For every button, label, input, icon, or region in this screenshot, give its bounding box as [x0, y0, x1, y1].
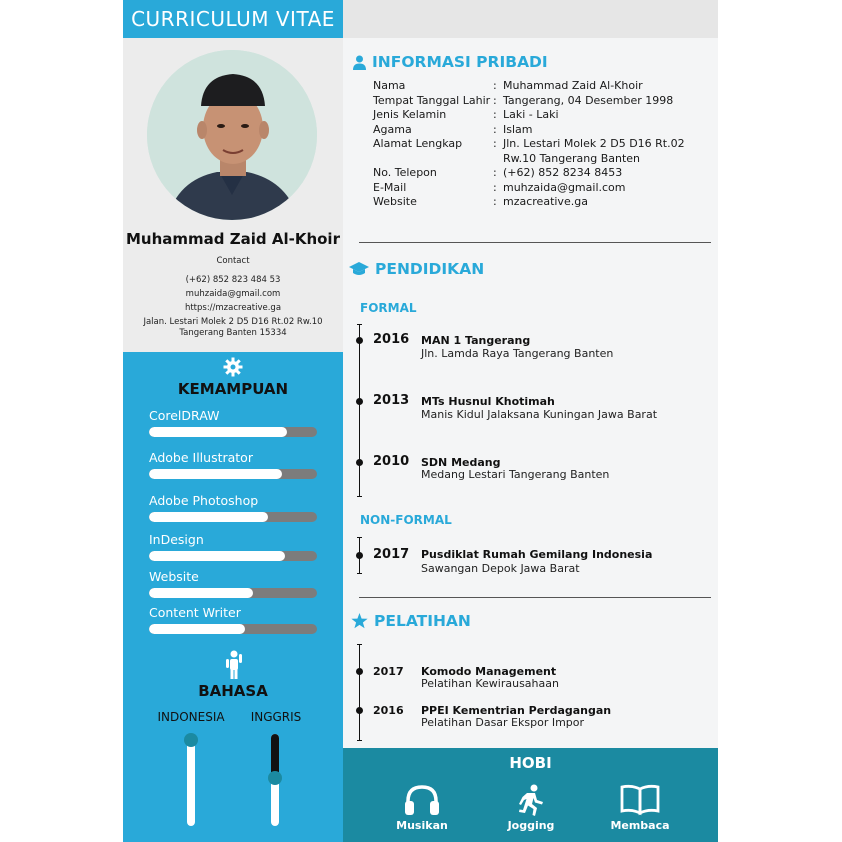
- skill-bar-fill: [149, 588, 253, 598]
- info-row: [373, 94, 693, 109]
- timeline-dot: [356, 552, 363, 559]
- education-school: MTs Husnul Khotimah: [421, 395, 555, 408]
- info-sep: :: [493, 93, 497, 107]
- skill-bar-fill: [149, 624, 245, 634]
- timeline-dot: [356, 668, 363, 675]
- training-desc: Pelatihan Dasar Ekspor Impor: [421, 716, 585, 729]
- timeline-cap: [357, 324, 362, 325]
- timeline-cap: [357, 573, 362, 574]
- skill-label: Adobe Illustrator: [149, 450, 253, 465]
- education-address: Sawangan Depok Jawa Barat: [421, 562, 580, 575]
- info-row: [373, 137, 693, 152]
- info-value: (+62) 852 8234 8453: [503, 166, 623, 179]
- timeline-cap: [357, 644, 362, 645]
- education-year: 2010: [373, 454, 410, 469]
- hobby-label: Membaca: [610, 819, 670, 832]
- skill-label: CorelDRAW: [149, 408, 220, 423]
- graduation-cap-icon: [349, 262, 369, 276]
- timeline-cap: [357, 740, 362, 741]
- language-level-knob: [184, 733, 198, 747]
- hobby-item: [377, 784, 467, 832]
- user-icon: [353, 55, 366, 70]
- skill-bar-fill: [149, 512, 268, 522]
- skill-label: Adobe Photoshop: [149, 493, 259, 508]
- info-value: mzacreative.ga: [503, 195, 588, 208]
- divider: [359, 597, 711, 598]
- info-row: [373, 195, 693, 210]
- star-icon: [351, 613, 368, 629]
- skill-label: Website: [149, 569, 199, 584]
- skill-bar: [149, 512, 317, 522]
- education-year: 2013: [373, 393, 410, 408]
- personal-info-title: INFORMASI PRIBADI: [372, 53, 548, 71]
- info-value: Laki - Laki: [503, 108, 559, 121]
- skill-bar: [149, 588, 317, 598]
- skill-item: [149, 408, 317, 437]
- formal-label: FORMAL: [360, 301, 417, 315]
- education-year: 2016: [373, 332, 410, 347]
- book-icon: [620, 784, 660, 816]
- cv-page: [123, 0, 718, 842]
- education-school: Pusdiklat Rumah Gemilang Indonesia: [421, 548, 653, 561]
- language-level-knob: [268, 771, 282, 785]
- language-label: INGGRIS: [250, 710, 302, 724]
- hobby-label: Musikan: [396, 819, 448, 832]
- info-sep: :: [493, 108, 497, 121]
- info-value: Tangerang, 04 Desember 1998: [503, 93, 674, 107]
- info-row: [373, 123, 693, 138]
- contact-address-line1: Jalan. Lestari Molek 2 D5 D16 Rt.02 Rw.10: [143, 317, 323, 327]
- education-school: MAN 1 Tangerang: [421, 334, 531, 347]
- info-key: Nama: [373, 79, 406, 92]
- skill-bar: [149, 427, 317, 437]
- info-row: [373, 108, 693, 123]
- skill-label: InDesign: [149, 532, 204, 547]
- hobbies-panel: [343, 748, 718, 842]
- skill-item: [149, 605, 317, 634]
- gear-icon: [223, 357, 243, 377]
- profile-name: Muhammad Zaid Al-Khoir: [126, 230, 340, 248]
- languages-title: BAHASA: [198, 682, 268, 700]
- info-key: No. Telepon: [373, 166, 437, 179]
- hobbies-title: HOBI: [509, 754, 552, 772]
- language-level-track: [271, 734, 279, 826]
- info-key: [373, 152, 493, 167]
- skill-item: [149, 569, 317, 598]
- timeline-dot: [356, 337, 363, 344]
- timeline-dot: [356, 459, 363, 466]
- header-strip: [343, 0, 718, 38]
- info-key: Website: [373, 195, 417, 208]
- info-value: Islam: [503, 122, 533, 136]
- nonformal-label: NON-FORMAL: [360, 513, 452, 527]
- skill-bar: [149, 551, 317, 561]
- timeline-dot: [356, 707, 363, 714]
- info-sep: :: [493, 79, 497, 92]
- education-year: 2017: [373, 547, 410, 562]
- education-address: Jln. Lamda Raya Tangerang Banten: [421, 347, 614, 360]
- running-icon: [517, 784, 545, 816]
- hobby-item: [486, 784, 576, 832]
- info-key: Jenis Kelamin: [373, 108, 447, 121]
- contact-website: https://mzacreative.ga: [184, 303, 282, 313]
- timeline-dot: [356, 398, 363, 405]
- timeline-line: [359, 644, 360, 740]
- info-value: Rw.10 Tangerang Banten: [503, 151, 641, 165]
- skill-bar-fill: [149, 551, 285, 561]
- hobby-item: [595, 784, 685, 832]
- skill-bar: [149, 624, 317, 634]
- skill-item: [149, 532, 317, 561]
- personal-info-table: [373, 79, 693, 210]
- info-key: E-Mail: [373, 180, 407, 194]
- skill-item: [149, 450, 317, 479]
- timeline-cap: [357, 537, 362, 538]
- contact-label: Contact: [216, 256, 250, 266]
- info-key: Agama: [373, 122, 412, 136]
- training-year: 2016: [373, 704, 404, 717]
- training-org: Komodo Management: [421, 665, 557, 678]
- main-content: [343, 38, 718, 748]
- education-address: Manis Kidul Jalaksana Kuningan Jawa Barat: [421, 408, 658, 421]
- education-school: SDN Medang: [421, 456, 501, 469]
- info-key: Tempat Tanggal Lahir: [373, 93, 491, 107]
- profile-photo: [147, 50, 317, 220]
- training-desc: Pelatihan Kewirausahaan: [421, 677, 559, 690]
- education-address: Medang Lestari Tangerang Banten: [421, 468, 610, 481]
- contact-details: [123, 273, 343, 340]
- contact-email: muhzaida@gmail.com: [185, 289, 281, 299]
- skill-item: [149, 493, 317, 522]
- language-level-track: [187, 734, 195, 826]
- timeline-cap: [357, 496, 362, 497]
- info-sep: :: [493, 195, 497, 208]
- info-sep: :: [493, 122, 497, 136]
- profile-panel: [123, 38, 343, 352]
- skills-title: KEMAMPUAN: [177, 380, 289, 398]
- skill-bar-fill: [149, 469, 282, 479]
- contact-address-line2: Tangerang Banten 15334: [179, 328, 287, 338]
- training-heading: [351, 612, 471, 630]
- skill-label: Content Writer: [149, 605, 241, 620]
- info-sep: [493, 152, 503, 167]
- training-org: PPEI Kementrian Perdagangan: [421, 704, 612, 717]
- education-heading: [349, 260, 484, 278]
- person-speaking-icon: [224, 650, 244, 680]
- divider: [359, 242, 711, 243]
- info-value: Jln. Lestari Molek 2 D5 D16 Rt.02: [503, 137, 685, 150]
- timeline-line: [359, 324, 360, 496]
- info-sep: :: [493, 166, 497, 179]
- skill-bar-fill: [149, 427, 287, 437]
- hobby-label: Jogging: [507, 819, 555, 832]
- info-value: Muhammad Zaid Al-Khoir: [503, 79, 643, 92]
- headphones-icon: [404, 784, 440, 816]
- info-row: [373, 152, 693, 167]
- info-sep: :: [493, 137, 497, 150]
- contact-phone: (+62) 852 823 484 53: [185, 275, 281, 285]
- info-key: Alamat Lengkap: [373, 137, 463, 150]
- info-sep: :: [493, 180, 497, 194]
- skill-bar: [149, 469, 317, 479]
- info-row: [373, 166, 693, 181]
- skills-panel: [123, 352, 343, 842]
- cv-title: CURRICULUM VITAE: [123, 0, 343, 38]
- info-value: muhzaida@gmail.com: [503, 180, 626, 194]
- education-title: PENDIDIKAN: [375, 260, 485, 278]
- info-row: [373, 181, 693, 196]
- training-year: 2017: [373, 665, 404, 678]
- personal-info-heading: [353, 53, 548, 71]
- training-title: PELATIHAN: [374, 612, 471, 630]
- info-row: [373, 79, 693, 94]
- language-label: INDONESIA: [157, 710, 225, 724]
